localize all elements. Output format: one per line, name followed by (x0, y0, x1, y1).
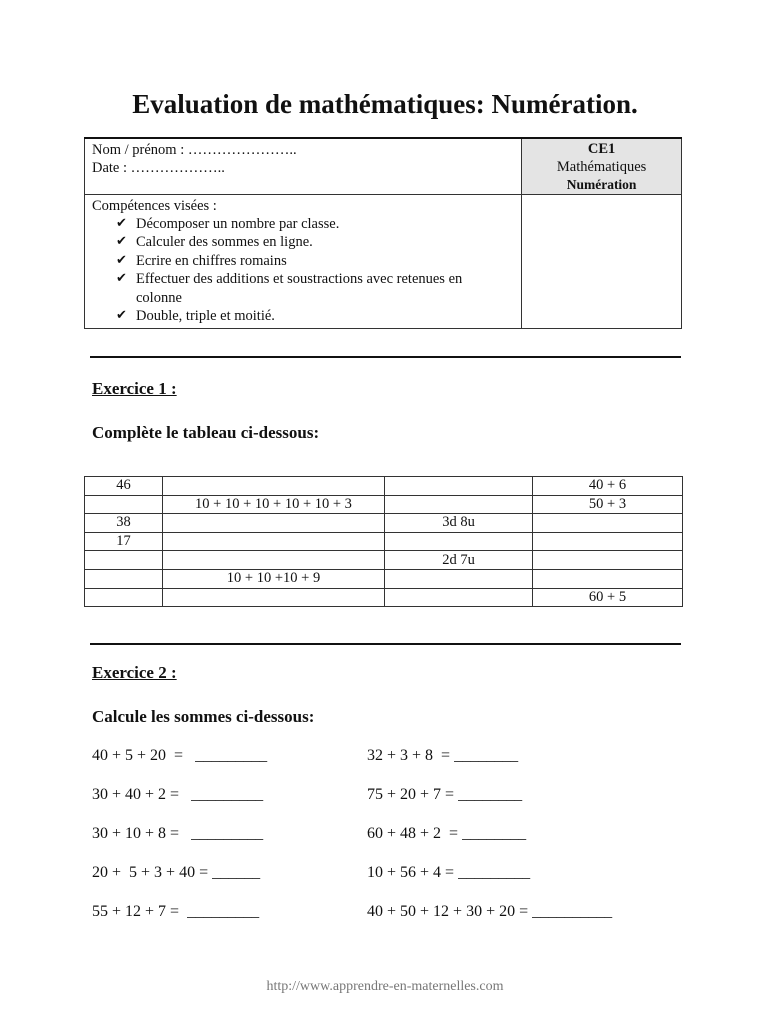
table-cell[interactable] (85, 551, 163, 570)
table-cell[interactable] (385, 532, 533, 551)
sum-right-2[interactable]: 75 + 20 + 7 = ________ (367, 786, 523, 803)
table-row (85, 532, 683, 551)
topic-label: Numération (566, 177, 637, 192)
table-cell[interactable] (163, 532, 385, 551)
exercise1-table (84, 476, 683, 607)
table-cell[interactable] (533, 551, 683, 570)
check-icon: ✔ (116, 252, 127, 268)
table-cell[interactable]: 50 + 3 (533, 495, 683, 514)
table-cell[interactable]: 2d 7u (385, 551, 533, 570)
table-cell[interactable] (385, 569, 533, 588)
table-cell[interactable] (385, 477, 533, 496)
competences-cell (85, 195, 522, 329)
table-cell[interactable]: 46 (85, 477, 163, 496)
table-cell[interactable]: 60 + 5 (533, 588, 683, 607)
table-row (85, 588, 683, 607)
list-item: ✔ Calculer des sommes en ligne. (116, 234, 313, 251)
divider (90, 356, 681, 358)
table-cell[interactable]: 38 (85, 514, 163, 533)
table-cell[interactable] (85, 569, 163, 588)
table-cell[interactable] (533, 514, 683, 533)
table-cell[interactable] (85, 588, 163, 607)
check-icon: ✔ (116, 271, 127, 287)
table-cell[interactable]: 40 + 6 (533, 477, 683, 496)
sum-left-3[interactable]: 30 + 10 + 8 = _________ (92, 825, 264, 842)
sum-right-3[interactable]: 60 + 48 + 2 = ________ (367, 825, 527, 842)
table-cell[interactable] (163, 551, 385, 570)
check-icon: ✔ (116, 234, 127, 250)
exercise2-instruction: Calcule les sommes ci-dessous: (92, 707, 315, 726)
list-item: ✔ Effectuer des additions et soustractions avec retenues en colonne (116, 271, 463, 306)
date-line: Date : ……………….. (92, 160, 225, 176)
competences-title: Compétences visées : (92, 198, 217, 214)
sum-right-1[interactable]: 32 + 3 + 8 = ________ (367, 747, 519, 764)
check-icon: ✔ (116, 216, 127, 231)
subject-label: Mathématiques (556, 159, 647, 175)
table-row (85, 495, 683, 514)
sum-left-4[interactable]: 20 + 5 + 3 + 40 = ______ (92, 864, 261, 881)
page-title: Evaluation de mathématiques: Numération. (132, 89, 638, 119)
table-cell[interactable]: 10 + 10 +10 + 9 (163, 569, 385, 588)
table-row (85, 569, 683, 588)
name-line: Nom / prénom : ………………….. (92, 142, 297, 158)
table-cell[interactable] (163, 477, 385, 496)
level-cell (522, 138, 682, 195)
check-icon: ✔ (116, 308, 127, 324)
competences-list (92, 215, 514, 325)
table-row (85, 514, 683, 533)
grade-cell (522, 195, 682, 329)
table-cell[interactable]: 17 (85, 532, 163, 551)
sum-left-5[interactable]: 55 + 12 + 7 = _________ (92, 903, 260, 920)
exercise1-instruction: Complète le tableau ci-dessous: (92, 423, 320, 442)
table-cell[interactable] (385, 495, 533, 514)
table-cell[interactable] (533, 569, 683, 588)
table-cell[interactable]: 10 + 10 + 10 + 10 + 10 + 3 (163, 495, 385, 514)
exercise2-title: Exercice 2 : (92, 663, 177, 682)
list-item: ✔ Double, triple et moitié. (116, 308, 275, 325)
list-item: ✔ Décomposer un nombre par classe. (116, 216, 340, 232)
exercise1-title: Exercice 1 : (92, 379, 177, 398)
sum-right-4[interactable]: 10 + 56 + 4 = _________ (367, 864, 531, 881)
table-cell[interactable] (163, 514, 385, 533)
sum-left-1[interactable]: 40 + 5 + 20 = _________ (92, 747, 268, 764)
table-row (85, 477, 683, 496)
identity-cell (85, 138, 522, 195)
table-cell[interactable] (163, 588, 385, 607)
table-cell[interactable] (85, 495, 163, 514)
level-label: CE1 (587, 141, 616, 157)
table-row (85, 551, 683, 570)
divider (90, 643, 681, 645)
list-item: ✔ Ecrire en chiffres romains (116, 252, 287, 269)
table-cell[interactable]: 3d 8u (385, 514, 533, 533)
table-cell[interactable] (385, 588, 533, 607)
sum-right-5[interactable]: 40 + 50 + 12 + 30 + 20 = __________ (367, 903, 613, 920)
header-table (84, 137, 682, 329)
footer-url[interactable]: http://www.apprendre-en-maternelles.com (266, 979, 504, 994)
table-cell[interactable] (533, 532, 683, 551)
sum-left-2[interactable]: 30 + 40 + 2 = _________ (92, 786, 264, 803)
